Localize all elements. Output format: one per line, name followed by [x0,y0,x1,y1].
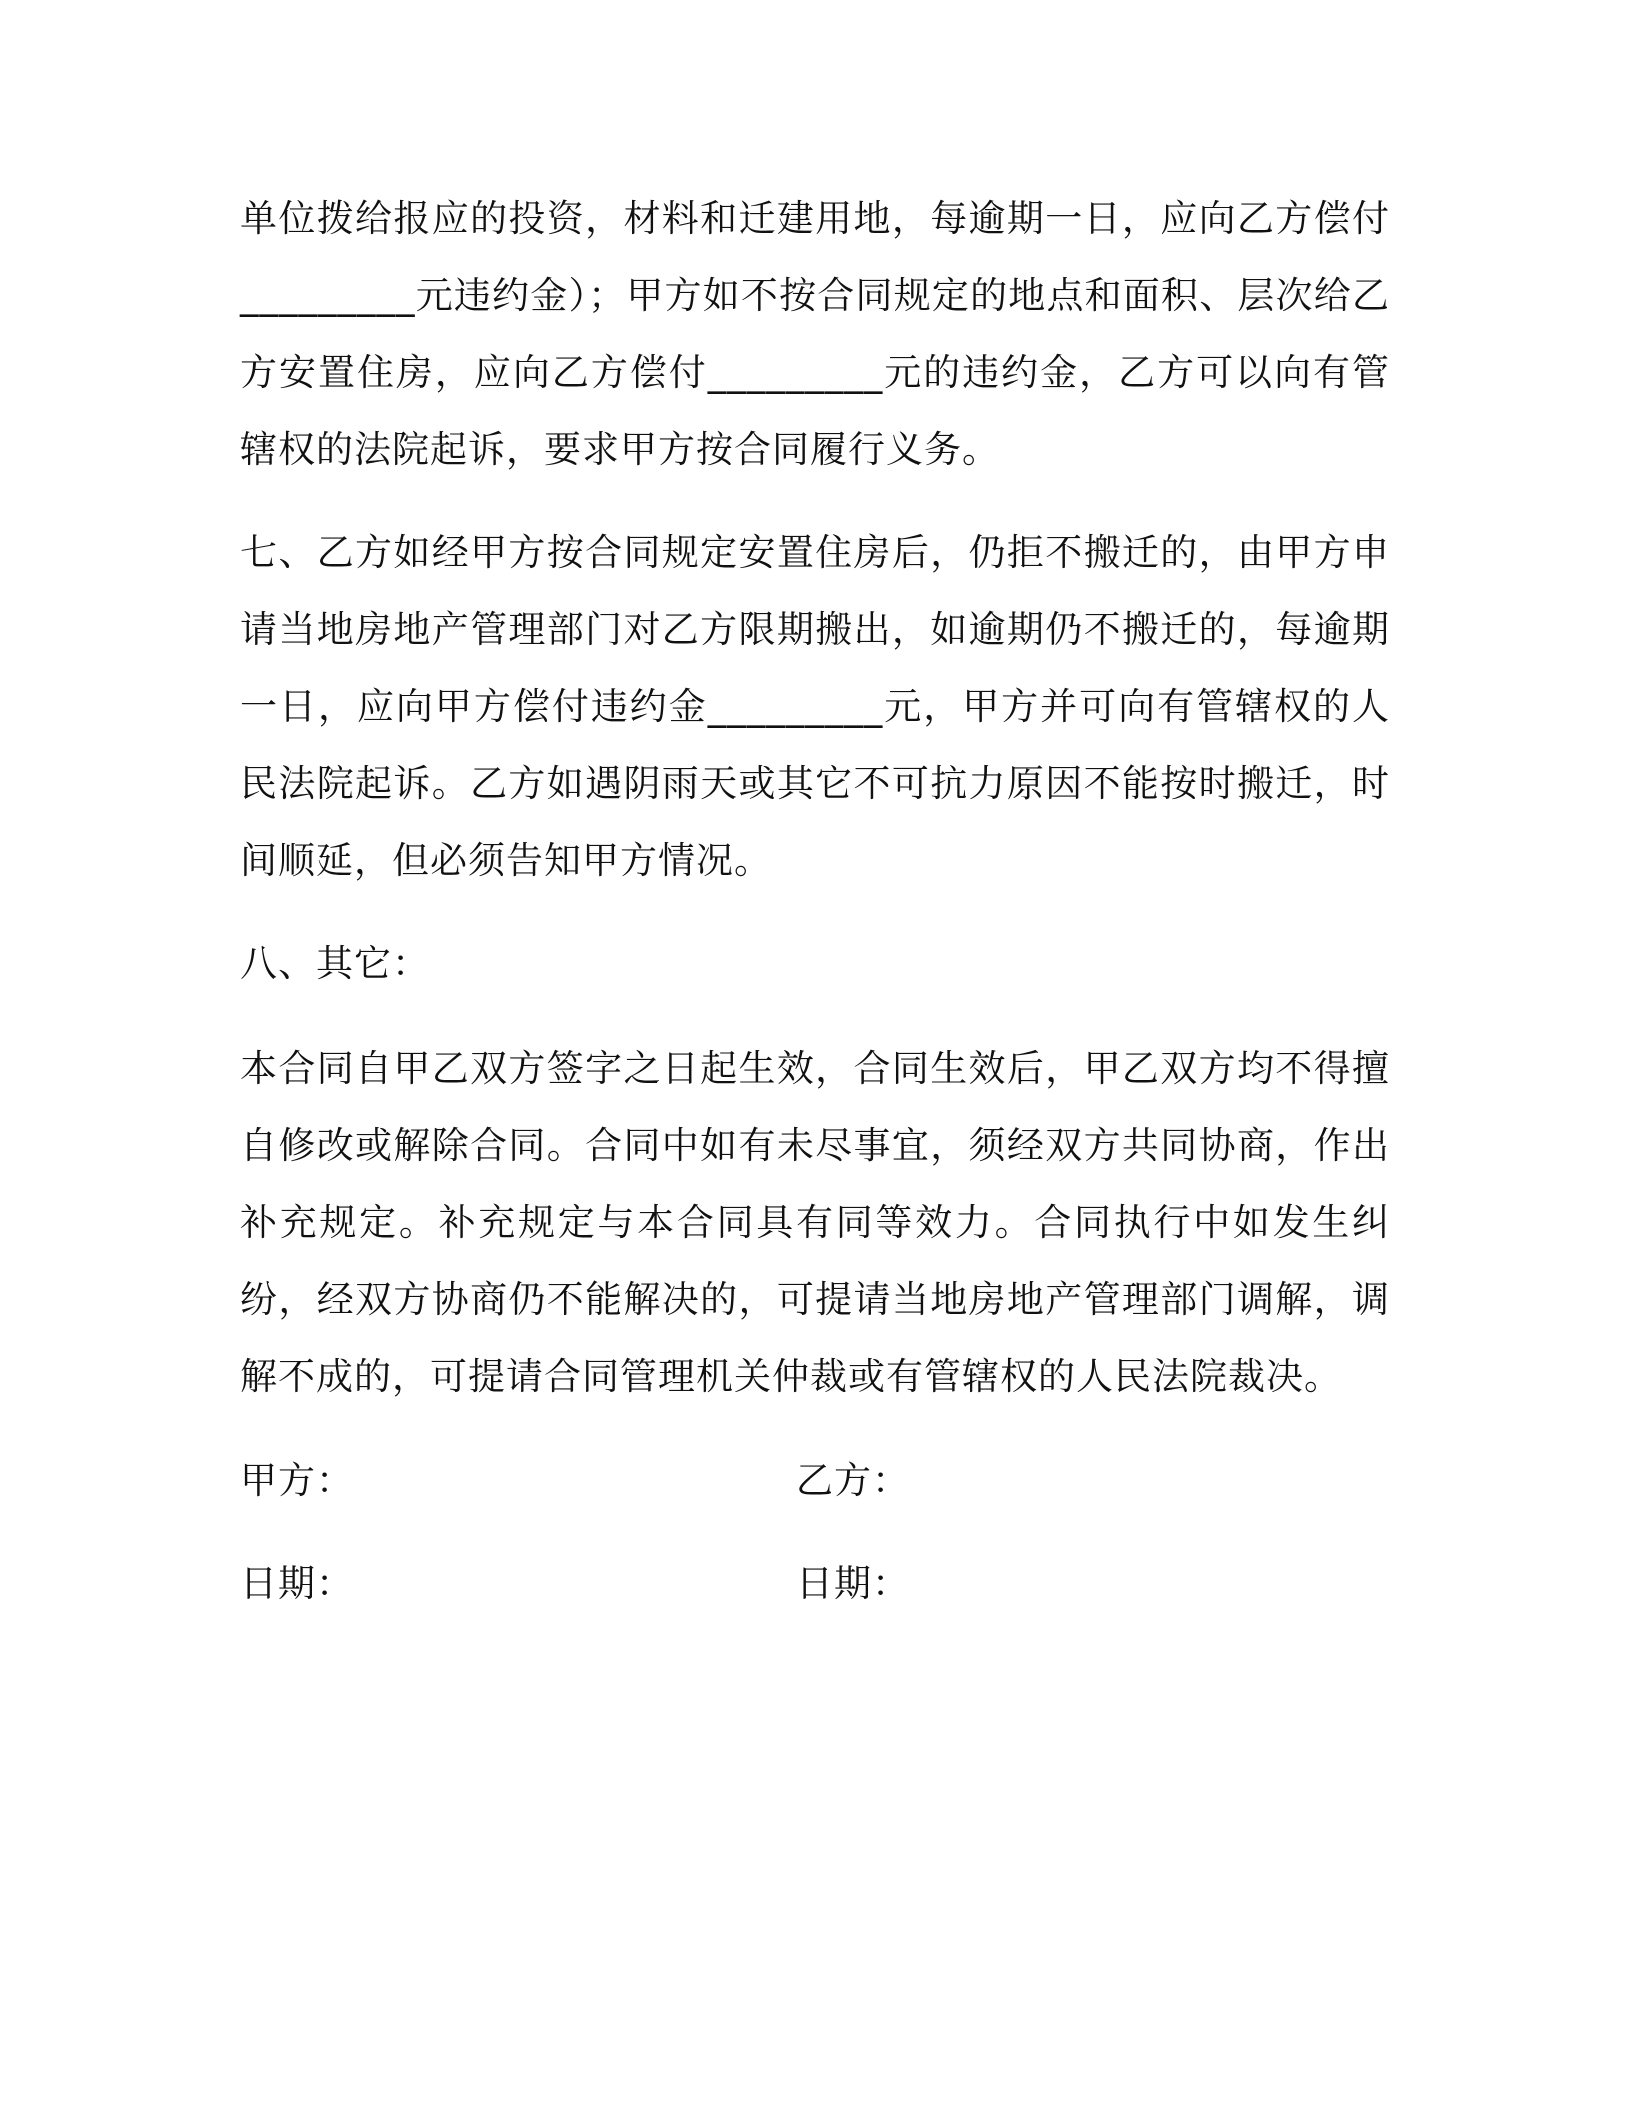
section-eight-heading: 八、其它： [240,942,430,985]
paragraph-effectiveness: 本合同自甲乙双方签字之日起生效，合同生效后，甲乙双方均不得擅自修改或解除合同。合同中如有未尽事宜，须经双方共同协商，作出补充规定。补充规定与本合同具有同等效力。合同执行中如发生纠纷，经双方协商仍不能解决的，可提请当地房地产管理部门调解，调解不成的，可提请合同管理机关仲裁或有管辖权的人民法院裁决。 [240,1047,1390,1398]
party-a-signature-label: 甲方： [240,1459,354,1502]
paragraph-breach-penalty: 单位拨给报应的投资，材料和迁建用地，每逾期一日，应向乙方偿付_________元违约金）；甲方如不按合同规定的地点和面积、层次给乙方安置住房，应向乙方偿付_________元的违约金，乙方可以向有管辖权的法院起诉，要求甲方按合同履行义务。 [240,197,1390,471]
party-b-date-label: 日期： [796,1562,910,1605]
paragraph-section-seven: 七、乙方如经甲方按合同规定安置住房后，仍拒不搬迁的，由甲方申请当地房地产管理部门对乙方限期搬出，如逾期仍不搬迁的，每逾期一日，应向甲方偿付违约金_________元，甲方并可向有管辖权的人民法院起诉。乙方如遇阴雨天或其它不可抗力原因不能按时搬迁，时间顺延，但必须告知甲方情况。 [240,531,1390,882]
party-b-signature-label: 乙方： [796,1459,910,1502]
party-a-date-label: 日期： [240,1562,354,1605]
